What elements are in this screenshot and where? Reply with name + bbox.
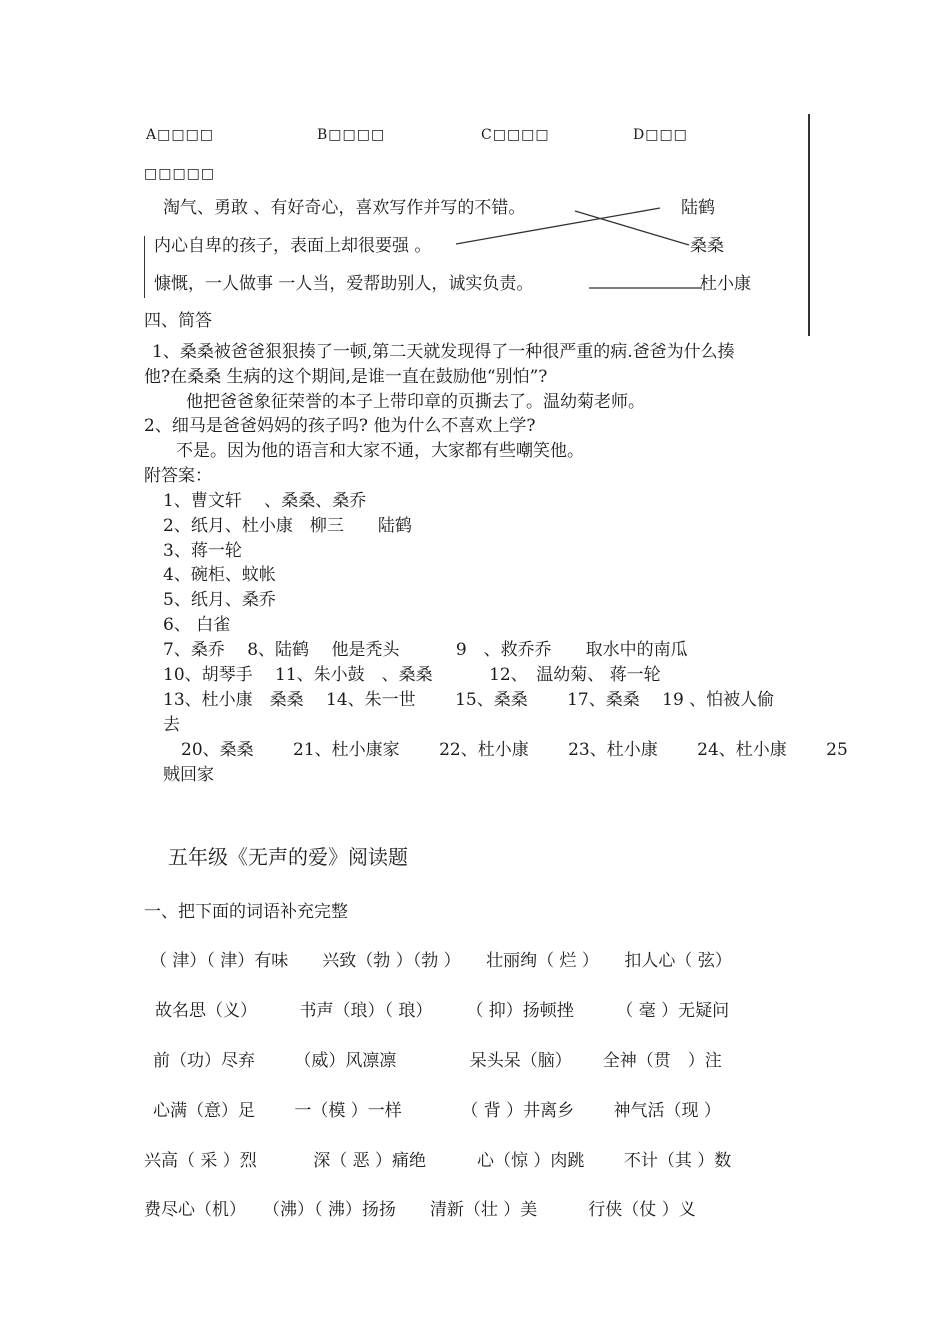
choice-a: A□□□□ — [146, 127, 215, 143]
matching-left-1: 淘气、勇敢 、有好奇心，喜欢写作并写的不错。 — [163, 198, 526, 218]
answer-line: 6、 白雀 — [163, 615, 231, 635]
word-row: 心满（意）足 一（模 ）一样 （ 背 ）井离乡 神气活（现 ） — [153, 1101, 721, 1121]
answer-line: 贼回家 — [163, 765, 214, 785]
q2: 2、细马是爸爸妈妈的孩子吗? 他为什么不喜欢上学? — [144, 416, 536, 436]
answers-heading: 附答案： — [144, 466, 212, 486]
section4-heading: 四、简答 — [144, 311, 212, 331]
match-line-2 — [456, 208, 660, 244]
answer-line: 7、桑乔 8、陆鹤 他是秃头 9 、救乔乔 取水中的南瓜 — [163, 640, 688, 660]
word-row: 费尽心（机） （沸）（ 沸）扬扬 清新（壮 ）美 行侠（仗 ）义 — [144, 1200, 696, 1220]
answer-line: 4、碗柜、蚊帐 — [163, 565, 276, 585]
choice-c: C□□□□ — [481, 127, 550, 143]
match-line-1 — [575, 211, 689, 245]
answer-line: 2、纸月、杜小康 柳三 陆鹤 — [163, 516, 412, 536]
matching-right-2: 桑桑 — [690, 236, 724, 256]
choice-b: B□□□□ — [317, 127, 386, 143]
answer-line: 5、纸月、桑乔 — [163, 590, 276, 610]
page-title: 五年级《无声的爱》阅读题 — [168, 845, 408, 869]
answer-2: 不是。因为他的语言和大家不通，大家都有些嘲笑他。 — [176, 441, 584, 461]
word-row: 故名思（义） 书声（琅）（ 琅） （ 抑）扬顿挫 （ 毫 ）无疑问 — [155, 1001, 730, 1021]
word-row: 兴高（ 采 ）烈 深（ 恶 ）痛绝 心（惊 ）肉跳 不计（其 ）数 — [144, 1151, 732, 1171]
section1-heading: 一、把下面的词语补充完整 — [144, 902, 348, 922]
word-row: （ 津）（ 津）有味 兴致（勃 ）（勃 ） 壮丽绚（ 烂 ） 扣人心（ 弦） — [150, 951, 732, 971]
q1-line2: 他?在桑桑 生病的这个期间,是谁一直在鼓励他“别怕”? — [144, 367, 548, 387]
answer-line: 3、蒋一轮 — [163, 541, 242, 561]
matching-header: □□□□□ — [144, 166, 216, 182]
matching-left-2: 内心自卑的孩子，表面上却很要强 。 — [154, 236, 432, 256]
word-row: 前（功）尽弃 （威）风凛凛 呆头呆（脑） 全神（贯 ）注 — [153, 1051, 722, 1071]
q1-line1: 1、桑桑被爸爸狠狠揍了一顿,第二天就发现得了一种很严重的病.爸爸为什么揍 — [152, 342, 735, 362]
choice-d: D□□□ — [633, 127, 688, 143]
matching-lines — [0, 0, 950, 340]
matching-left-3: 慷慨，一人做事 一人当，爱帮助别人，诚实负责。 — [154, 274, 534, 294]
answer-1: 他把爸爸象征荣誉的本子上带印章的页撕去了。温幼菊老师。 — [186, 392, 645, 412]
answer-line: 去 — [163, 715, 180, 735]
answer-line: 1、曹文轩 、桑桑、桑乔 — [163, 491, 367, 511]
answer-line: 13、杜小康 桑桑 14、朱一世 15、桑桑 17、桑桑 19 、怕被人偷 — [163, 690, 775, 710]
answer-line: 10、胡琴手 11、朱小鼓 、桑桑 12、 温幼菊、 蒋一轮 — [163, 665, 661, 685]
matching-right-1: 陆鹤 — [681, 198, 715, 218]
answer-line: 20、桑桑 21、杜小康家 22、杜小康 23、杜小康 24、杜小康 25 — [181, 740, 848, 760]
matching-right-3: 杜小康 — [700, 274, 751, 294]
